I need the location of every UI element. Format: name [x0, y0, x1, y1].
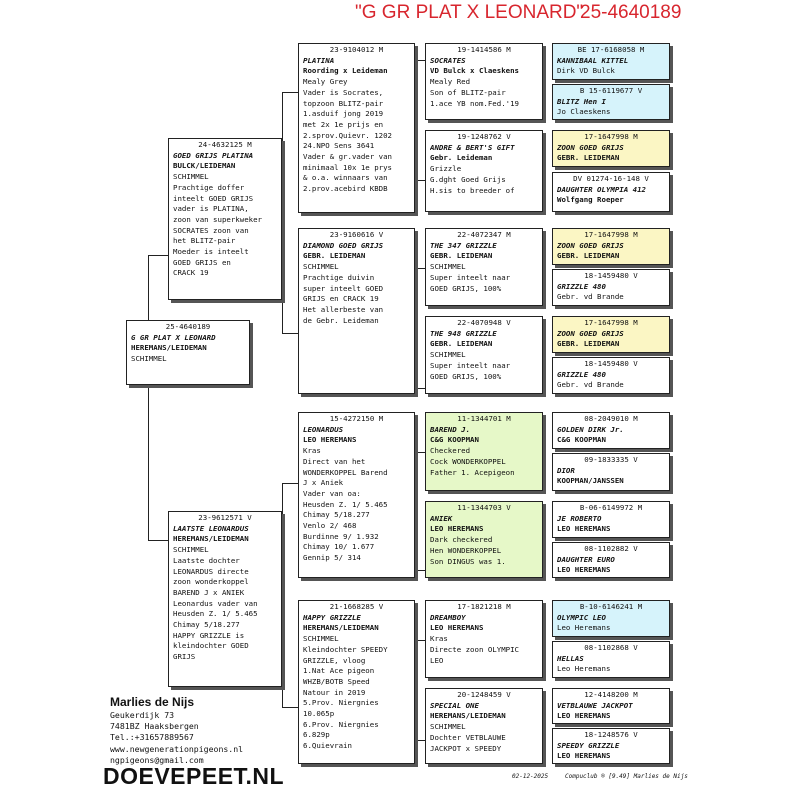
pedigree-line: Son of BLITZ-pair	[430, 87, 506, 97]
pedigree-line: Super inteelt naar	[430, 360, 511, 370]
owner-website[interactable]: www.newgenerationpigeons.nl	[110, 743, 244, 754]
pedigree-line: SOCRATES zoon van	[173, 225, 249, 235]
breeder-name: HEREMANS/LEIDEMAN	[430, 711, 506, 721]
pedigree-line: Gebr. vd Brande	[557, 380, 624, 390]
pedigree-box-g4[interactable]	[425, 316, 543, 394]
pigeon-name: DAUGHTER OLYMPIA 412	[557, 184, 646, 194]
pigeon-name: GRIZZLE 480	[557, 281, 606, 291]
breeder-name: LEO HEREMANS	[430, 524, 484, 534]
connector-line	[282, 483, 283, 708]
ring-number: 23-9612571 V	[198, 513, 252, 522]
ring-number: 23-9160616 V	[329, 230, 384, 239]
pedigree-line: Burdinne 9/ 1.932	[303, 531, 379, 541]
ring-number: 08-1102868 V	[584, 643, 638, 652]
footer-date: 02-12-2025	[512, 773, 549, 780]
pedigree-line: J x Aniek	[303, 478, 344, 488]
breeder-name: LEO HEREMANS	[557, 565, 611, 575]
pedigree-line: SCHIMMEL	[430, 262, 466, 272]
ring-number: 17-1647998 M	[584, 318, 638, 327]
pedigree-line: Chimay 5/18.277	[173, 620, 240, 630]
pedigree-line: LEO	[430, 655, 444, 665]
pigeon-name: SPEEDY GRIZZLE	[557, 740, 620, 750]
pedigree-box-h11[interactable]	[552, 501, 670, 538]
pedigree-box-mm[interactable]	[298, 600, 415, 764]
pedigree-line: JACKPOT x SPEEDY	[430, 743, 502, 753]
pedigree-line: Heusden Z. 1/ 5.465	[303, 499, 388, 509]
pedigree-line: BAREND J x ANIEK	[173, 587, 245, 597]
pigeon-name: SOCRATES	[430, 55, 466, 65]
connector-line	[415, 268, 425, 269]
pedigree-line: Father 1. Acepigeon	[430, 467, 515, 477]
pedigree-line: Direct van het	[303, 456, 366, 466]
pedigree-line: 6.829p	[303, 730, 330, 740]
ring-number: 22-4072347 M	[457, 230, 511, 239]
pedigree-line: GOED GRIJS, 100%	[430, 283, 502, 293]
pedigree-line: G.dght Goed Grijs	[430, 174, 506, 184]
ring-number: 08-2049010 M	[584, 414, 638, 423]
breeder-name: GEBR. LEIDEMAN	[557, 339, 620, 349]
pigeon-name: JE ROBERTO	[557, 513, 602, 523]
pedigree-box-mf[interactable]	[298, 412, 415, 578]
pedigree-line: Directe zoon OLYMPIC	[430, 644, 519, 654]
ring-number: 19-1248762 V	[457, 132, 511, 141]
pedigree-box-mother[interactable]	[168, 511, 282, 687]
pedigree-line: & o.a. winnaars van	[303, 173, 388, 183]
pedigree-box-h15[interactable]	[552, 688, 670, 724]
ring-number: DV 01274-16-148 V	[573, 174, 649, 183]
ring-number: 22-4070948 V	[457, 318, 511, 327]
pedigree-line: met 2x 1e prijs en	[303, 119, 384, 129]
pigeon-name: LEONARDUS	[303, 424, 344, 434]
breeder-name: C&G KOOPMAN	[430, 435, 479, 445]
connector-line	[415, 452, 416, 570]
pedigree-line: de Gebr. Leideman	[303, 315, 379, 325]
pedigree-line: SCHIMMEL	[173, 545, 209, 555]
pedigree-line: Kras	[303, 446, 321, 456]
connector-line	[415, 60, 425, 61]
pedigree-box-h7[interactable]	[552, 316, 670, 353]
ring-number: 19-1414586 M	[457, 45, 511, 54]
pedigree-line: Chimay 10/ 1.677	[303, 542, 375, 552]
breeder-name: HEREMANS/LEIDEMAN	[131, 343, 207, 353]
pedigree-line: Dochter VETBLAUWE	[430, 732, 506, 742]
pedigree-line: Chimay 5/18.277	[303, 510, 370, 520]
pedigree-line: Venlo 2/ 468	[303, 521, 357, 531]
pedigree-line: Vader & gr.vader van	[303, 152, 392, 162]
breeder-name: BULCK/LEIDEMAN	[173, 161, 236, 171]
breeder-name: GEBR. LEIDEMAN	[430, 339, 493, 349]
ring-number: B-10-6146241 M	[579, 602, 643, 611]
pedigree-line: Dirk VD Bulck	[557, 66, 615, 76]
pigeon-name: HAPPY GRIZZLE	[303, 612, 361, 622]
pedigree-title: "G GR PLAT X LEONARD"	[355, 2, 584, 23]
pedigree-line: super inteelt GOED	[303, 283, 384, 293]
connector-line	[415, 388, 425, 389]
connector-line	[415, 570, 425, 571]
connector-line	[282, 92, 283, 334]
connector-line	[282, 92, 298, 93]
pigeon-name: GRIZZLE 480	[557, 369, 606, 379]
pigeon-name: VETBLAUWE JACKPOT	[557, 700, 633, 710]
pedigree-line: vader is PLATINA,	[173, 204, 249, 214]
breeder-name: GEBR. LEIDEMAN	[557, 251, 620, 261]
pedigree-line: Leo Heremans	[557, 623, 611, 633]
pedigree-line: zoon wonderkoppel	[173, 577, 249, 587]
owner-name: Marlies de Nijs	[110, 695, 195, 709]
breeder-name: C&G KOOPMAN	[557, 435, 606, 445]
pedigree-box-h3[interactable]	[552, 130, 670, 167]
ring-number: 23-9104012 M	[329, 45, 384, 54]
connector-line	[415, 268, 416, 388]
pedigree-box-ff[interactable]	[298, 43, 415, 213]
ring-number: 09-1833335 V	[584, 455, 638, 464]
pedigree-line: Checkered	[430, 446, 471, 456]
pigeon-name: DAUGHTER EURO	[557, 554, 615, 564]
pedigree-line: 10.065p	[303, 709, 335, 719]
pigeon-name: KANNIBAAL KITTEL	[557, 55, 629, 65]
pedigree-line: Heusden Z. 1/ 5.465	[173, 609, 258, 619]
breeder-name: GEBR. LEIDEMAN	[430, 251, 493, 261]
pedigree-box-g5[interactable]	[425, 412, 543, 491]
pigeon-name: BLITZ Hen I	[557, 96, 606, 106]
pedigree-line: Prachtige doffer	[173, 182, 245, 192]
pedigree-box-fm[interactable]	[298, 228, 415, 394]
pedigree-line: Gennip 5/ 314	[303, 553, 361, 563]
pedigree-line: Kleindochter SPEEDY	[303, 644, 388, 654]
breeder-name: KOOPMAN/JANSSEN	[557, 476, 624, 486]
pedigree-box-h9[interactable]	[552, 412, 670, 449]
pedigree-box-h5[interactable]	[552, 228, 670, 265]
pedigree-box-h6[interactable]	[552, 269, 670, 306]
breeder-name: GEBR. LEIDEMAN	[557, 153, 620, 163]
pigeon-name: SPECIAL ONE	[430, 700, 479, 710]
connector-line	[415, 452, 425, 453]
pedigree-box-h8[interactable]	[552, 357, 670, 394]
connector-line	[415, 180, 425, 181]
breeder-name: LEO HEREMANS	[430, 623, 484, 633]
breeder-name: Wolfgang Roeper	[557, 195, 624, 205]
pigeon-name: THE 347 GRIZZLE	[430, 240, 497, 250]
ring-number: 21-1668285 V	[329, 602, 384, 611]
pedigree-line: GRIJS	[173, 652, 196, 662]
pedigree-line: Laatste dochter	[173, 555, 240, 565]
pedigree-box-h10[interactable]	[552, 453, 670, 491]
pedigree-line: het BLITZ-pair	[173, 236, 236, 246]
pedigree-line: kleindochter GOED	[173, 641, 249, 651]
pedigree-line: Moeder is inteelt	[173, 247, 249, 257]
pedigree-line: SCHIMMEL	[131, 354, 167, 364]
pedigree-box-g6[interactable]	[425, 501, 543, 578]
pedigree-box-g3[interactable]	[425, 228, 543, 306]
connector-line	[415, 740, 425, 741]
pigeon-name: LAATSTE LEONARDUS	[173, 523, 249, 533]
pedigree-line: SCHIMMEL	[173, 172, 209, 182]
pedigree-line: inteelt GOED GRIJS	[173, 193, 254, 203]
pedigree-line: Mealy Red	[430, 77, 471, 87]
pedigree-box-h2[interactable]	[552, 84, 670, 120]
pedigree-line: Vader is Socrates,	[303, 87, 384, 97]
ring-number: 11-1344701 M	[457, 414, 511, 423]
pedigree-line: Grizzle	[430, 164, 462, 174]
pedigree-line: Leo Heremans	[557, 664, 611, 674]
connector-line	[415, 640, 416, 740]
pedigree-line: 1.asduif jong 2019	[303, 109, 384, 119]
breeder-name: HEREMANS/LEIDEMAN	[173, 534, 249, 544]
ring-number: 17-1647998 M	[584, 230, 638, 239]
breeder-name: LEO HEREMANS	[303, 435, 357, 445]
pedigree-box-h16[interactable]	[552, 728, 670, 764]
pedigree-line: GOED GRIJS, 100%	[430, 371, 502, 381]
pedigree-line: Kras	[430, 634, 448, 644]
pedigree-box-g2[interactable]	[425, 130, 543, 212]
breeder-name: Roording x Leideman	[303, 66, 388, 76]
pedigree-line: H.sis to breeder of	[430, 185, 515, 195]
breeder-name: LEO HEREMANS	[557, 751, 611, 761]
pigeon-name: THE 948 GRIZZLE	[430, 328, 497, 338]
pigeon-name: DREAMBOY	[430, 612, 466, 622]
pedigree-line: zoon van superkweker	[173, 214, 262, 224]
pedigree-line: Dark checkered	[430, 535, 493, 545]
pedigree-line: GOED GRIJS en	[173, 257, 231, 267]
pedigree-line: 1.ace YB nom.Fed.'19	[430, 98, 519, 108]
pedigree-box-h13[interactable]	[552, 600, 670, 637]
connector-line	[148, 540, 168, 541]
pigeon-name: ZOON GOED GRIJS	[557, 328, 624, 338]
pigeon-name: ANIEK	[430, 513, 453, 523]
pedigree-line: SCHIMMEL	[303, 634, 339, 644]
connector-line	[415, 640, 425, 641]
pigeon-name: DIAMOND GOED GRIJS	[303, 240, 384, 250]
breeder-name: GEBR. LEIDEMAN	[303, 251, 366, 261]
pedigree-line: Prachtige duivin	[303, 272, 375, 282]
pigeon-name: GOLDEN DIRK Jr.	[557, 424, 624, 434]
pedigree-box-g7[interactable]	[425, 600, 543, 678]
ring-number: 18-1459480 V	[584, 271, 638, 280]
breeder-name: HEREMANS/LEIDEMAN	[303, 623, 379, 633]
pedigree-line: Hen WONDERKOPPEL	[430, 545, 502, 555]
footer-software: Compuclub ® [9.49] Marlies de Nijs	[565, 773, 688, 780]
owner-city: 7481BZ Haaksbergen	[110, 721, 199, 732]
breeder-name: LEO HEREMANS	[557, 524, 611, 534]
pedigree-line: GRIJS en CRACK 19	[303, 294, 379, 304]
pedigree-line: HAPPY GRIZZLE is	[173, 630, 245, 640]
ring-number: 12-4148200 M	[584, 690, 638, 699]
pedigree-ring-number: 25-4640189	[580, 2, 682, 23]
pigeon-name: HELLAS	[557, 653, 584, 663]
pedigree-box-father[interactable]	[168, 138, 282, 300]
ring-number: 17-1821218 M	[457, 602, 511, 611]
pedigree-box-subject[interactable]	[126, 320, 250, 385]
pigeon-name: PLATINA	[303, 55, 335, 65]
pigeon-name: ZOON GOED GRIJS	[557, 240, 624, 250]
pigeon-name: ANDRE & BERT'S GIFT	[430, 142, 515, 152]
connector-line	[282, 483, 298, 484]
pedigree-line: WONDERKOPPEL Barend	[303, 467, 388, 477]
ring-number: 15-4272150 M	[329, 414, 384, 423]
pedigree-line: Super inteelt naar	[430, 272, 511, 282]
pedigree-line: GRIZZLE, vloog	[303, 655, 366, 665]
pedigree-line: Leonardus vader van	[173, 598, 258, 608]
pedigree-line: 5.Prov. Niergnies	[303, 698, 379, 708]
ring-number: 18-1248576 V	[584, 730, 638, 739]
connector-line	[148, 255, 168, 256]
ring-number: 24-4632125 M	[198, 140, 252, 149]
ring-number: B 15-6119677 V	[579, 86, 643, 95]
breeder-name: LEO HEREMANS	[557, 711, 611, 721]
owner-address: Geukerdijk 73	[110, 710, 175, 720]
pedigree-line: 6.Quievrain	[303, 741, 352, 751]
pedigree-box-h4[interactable]	[552, 172, 670, 212]
pedigree-line: Het allerbeste van	[303, 304, 384, 314]
owner-email[interactable]: ngpigeons@gmail.com	[110, 754, 204, 765]
pedigree-line: Natour in 2019	[303, 687, 366, 697]
pigeon-name: G GR PLAT X LEONARD	[131, 332, 216, 342]
pedigree-line: 6.Prov. Niergnies	[303, 719, 379, 729]
pedigree-box-h12[interactable]	[552, 542, 670, 578]
pigeon-name: GOED GRIJS PLATINA	[173, 150, 254, 160]
ring-number: 08-1102882 V	[584, 544, 638, 553]
pedigree-line: LEONARDUS directe	[173, 566, 249, 576]
pedigree-line: Vader van oa:	[303, 488, 361, 498]
ring-number: 11-1344703 V	[457, 503, 511, 512]
pedigree-line: Gebr. vd Brande	[557, 292, 624, 302]
pedigree-line: minimaal 10x 1e prys	[303, 162, 392, 172]
owner-phone: Tel.:+31657889567	[110, 732, 194, 743]
connector-line	[282, 333, 298, 334]
pedigree-line: SCHIMMEL	[430, 350, 466, 360]
connector-line	[148, 255, 149, 541]
pedigree-line: topzoon BLITZ-pair	[303, 98, 384, 108]
pedigree-line: Jo Claeskens	[557, 107, 611, 117]
ring-number: 25-4640189	[165, 322, 211, 331]
pedigree-box-h14[interactable]	[552, 641, 670, 678]
pedigree-line: Cock WONDERKOPPEL	[430, 456, 506, 466]
pedigree-box-h1[interactable]	[552, 43, 670, 80]
watermark-logo: DOEVEPEET.NL	[103, 763, 285, 789]
ring-number: 18-1459480 V	[584, 359, 638, 368]
pedigree-line: 1.Nat Ace pigeon	[303, 666, 375, 676]
pedigree-line: WHZB/BOTB Speed	[303, 676, 370, 686]
breeder-name: VD Bulck x Claeskens	[430, 66, 519, 76]
connector-line	[415, 60, 416, 180]
pedigree-line: Son DINGUS was 1.	[430, 556, 506, 566]
pedigree-line: SCHIMMEL	[430, 722, 466, 732]
ring-number: 17-1647998 M	[584, 132, 638, 141]
pigeon-name: OLYMPIC LEO	[557, 612, 606, 622]
pedigree-line: SCHIMMEL	[303, 262, 339, 272]
pedigree-line: 24.NPO Sens 3641	[303, 141, 375, 151]
pedigree-box-g1[interactable]	[425, 43, 543, 120]
breeder-name: Gebr. Leideman	[430, 153, 493, 163]
ring-number: B-06-6149972 M	[579, 503, 643, 512]
ring-number: 20-1248459 V	[457, 690, 511, 699]
pigeon-name: ZOON GOED GRIJS	[557, 142, 624, 152]
pedigree-line: CRACK 19	[173, 268, 209, 278]
pigeon-name: BAREND J.	[430, 424, 471, 434]
pedigree-box-g8[interactable]	[425, 688, 543, 764]
owner-block	[110, 694, 243, 766]
pedigree-line: 2.sprov.Quievr. 1202	[303, 130, 392, 140]
connector-line	[282, 707, 298, 708]
pedigree-line: Mealy Grey	[303, 77, 348, 87]
pigeon-name: DIOR	[557, 465, 575, 475]
ring-number: BE 17-6168058 M	[577, 45, 645, 54]
pedigree-line: 2.prov.acebird KBDB	[303, 184, 388, 194]
